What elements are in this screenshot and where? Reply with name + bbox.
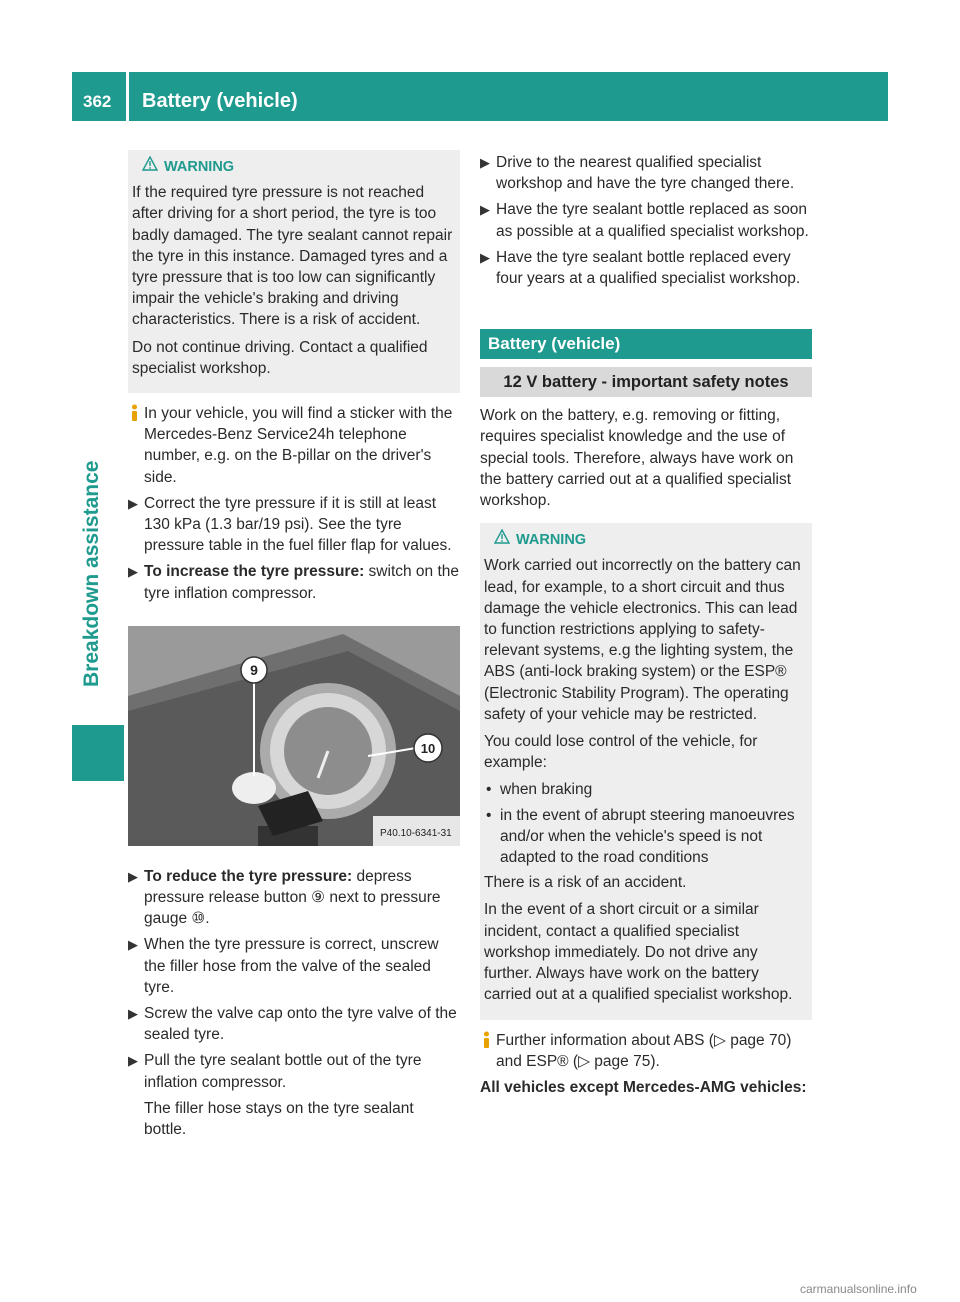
vehicles-heading: All vehicles except Mercedes-AMG vehicles: <box>480 1078 807 1096</box>
step-arrow-icon: ▶ <box>128 564 138 580</box>
bullet-icon: • <box>486 806 492 824</box>
bullet-text: when braking <box>500 781 593 799</box>
step-arrow-icon: ▶ <box>128 1053 138 1069</box>
watermark: carmanualsonline.info <box>800 1282 917 1296</box>
step-item <box>128 866 460 930</box>
section-title: Battery (vehicle) <box>480 329 812 359</box>
figure-code: P40.10-6341-31 <box>380 827 452 839</box>
callout-9: 9 <box>250 661 258 678</box>
step-arrow-icon: ▶ <box>128 868 138 884</box>
compressor-photo <box>128 626 460 846</box>
step-item <box>480 199 812 241</box>
step-arrow-icon: ▶ <box>128 1006 138 1022</box>
info-note <box>128 403 460 488</box>
header-separator <box>126 72 129 121</box>
warning-heading <box>132 156 456 178</box>
step-arrow-icon: ▶ <box>480 155 490 170</box>
subsection-title: 12 V battery - important safety notes <box>480 367 812 397</box>
warning-text: You could lose control of the vehicle, for example: <box>484 733 758 772</box>
page-title: Battery (vehicle) <box>142 90 298 112</box>
warning-triangle-icon <box>142 156 158 178</box>
warning-text: There is a risk of an accident. <box>484 874 687 892</box>
bullet-item <box>484 805 808 869</box>
intro-text: Work on the battery, e.g. removing or fitting, requires specialist knowledge and the use of special tools. Therefore, always have work on the battery carried out at a qualified specialist workshop. <box>480 407 794 510</box>
step-item <box>128 561 460 603</box>
warning-triangle-icon <box>494 529 510 551</box>
warning-heading <box>484 529 808 551</box>
step-text: Correct the tyre pressure if it is still at least 130 kPa (1.3 bar/19 psi). See the tyre pressure table in the fuel filler flap for values. <box>144 494 452 555</box>
warning-box-tyre <box>128 150 460 393</box>
step-arrow-icon: ▶ <box>128 937 138 953</box>
step-text: Have the tyre sealant bottle replaced every four years at a qualified specialist workshop. <box>496 248 801 288</box>
step-item <box>128 1003 460 1045</box>
step-text: Drive to the nearest qualified specialist workshop and have the tyre changed there. <box>496 154 795 193</box>
warning-title: WARNING <box>516 532 587 549</box>
info-text: Further information about ABS (▷ page 70) and ESP® (▷ page 75). <box>496 1031 792 1070</box>
step-bold: To increase the tyre pressure: <box>144 563 365 581</box>
side-tab-label: Breakdown assistance <box>80 460 103 687</box>
step-text: switch on the tyre inflation compressor. <box>144 563 460 602</box>
page-number: 362 <box>83 92 112 111</box>
page-header <box>72 72 888 121</box>
step-text: depress pressure release button ⑨ next to pressure gauge ⑩. <box>144 867 441 928</box>
step-item <box>128 493 460 557</box>
callout-10: 10 <box>420 740 436 756</box>
warning-text: Do not continue driving. Contact a qualified specialist workshop. <box>132 338 428 377</box>
bullet-text: in the event of abrupt steering manoeuvres and/or when the vehicle's speed is not adapted to the road conditions <box>500 806 795 867</box>
step-arrow-icon: ▶ <box>480 249 490 265</box>
note-text: The filler hose stays on the tyre sealant bottle. <box>144 1099 414 1139</box>
warning-text: Work carried out incorrectly on the battery can lead, for example, to a short circuit and thus damage the vehicle electronics. This can lead to function restrictions applying to safety-relevant systems, e.g the lighting system, the ABS (anti-lock braking system) or the ESP® (Electronic Stability Program). The operating safety of your vehicle may be restricted. <box>484 557 801 723</box>
warning-box-battery <box>480 523 812 1019</box>
bullet-icon: • <box>486 781 492 799</box>
step-item <box>128 934 460 998</box>
step-item <box>128 1050 460 1092</box>
warning-title: WARNING <box>164 159 235 175</box>
step-arrow-icon: ▶ <box>128 495 138 511</box>
left-column <box>128 150 460 1145</box>
info-note <box>480 1030 812 1072</box>
side-tab-block <box>72 725 124 781</box>
step-item <box>480 247 812 289</box>
step-arrow-icon: ▶ <box>480 202 490 218</box>
info-text: In your vehicle, you will find a sticker with the Mercedes-Benz Service24h telephone number, e.g. on the B-pillar on the driver's side. <box>144 405 453 486</box>
step-note <box>128 1098 460 1140</box>
step-text: When the tyre pressure is correct, unscrew the filler hose from the valve of the sealed tyre. <box>144 936 439 996</box>
right-column <box>480 152 812 1104</box>
warning-text: In the event of a short circuit or a similar incident, contact a qualified specialist workshop immediately. Do not drive any further. Always have work on the battery carried out at a qualified specialist workshop. <box>484 901 793 1004</box>
info-icon <box>128 404 141 421</box>
side-tab <box>72 142 124 702</box>
step-bold: To reduce the tyre pressure: <box>144 867 353 885</box>
info-icon <box>480 1031 493 1048</box>
step-text: Pull the tyre sealant bottle out of the tyre inflation compressor. <box>144 1052 422 1091</box>
warning-text: If the required tyre pressure is not reached after driving for a short period, the tyre is too badly damaged. The tyre sealant cannot repair the tyre in this instance. Damaged tyres and a tyre pressure that is too low can significantly impair the vehicle's braking and driving characteristics. There is a risk of accident. <box>132 184 453 329</box>
step-item <box>480 152 812 194</box>
step-text: Have the tyre sealant bottle replaced as soon as possible at a qualified specialist workshop. <box>496 201 809 240</box>
bullet-item <box>484 779 808 800</box>
step-text: Screw the valve cap onto the tyre valve of the sealed tyre. <box>144 1005 457 1044</box>
